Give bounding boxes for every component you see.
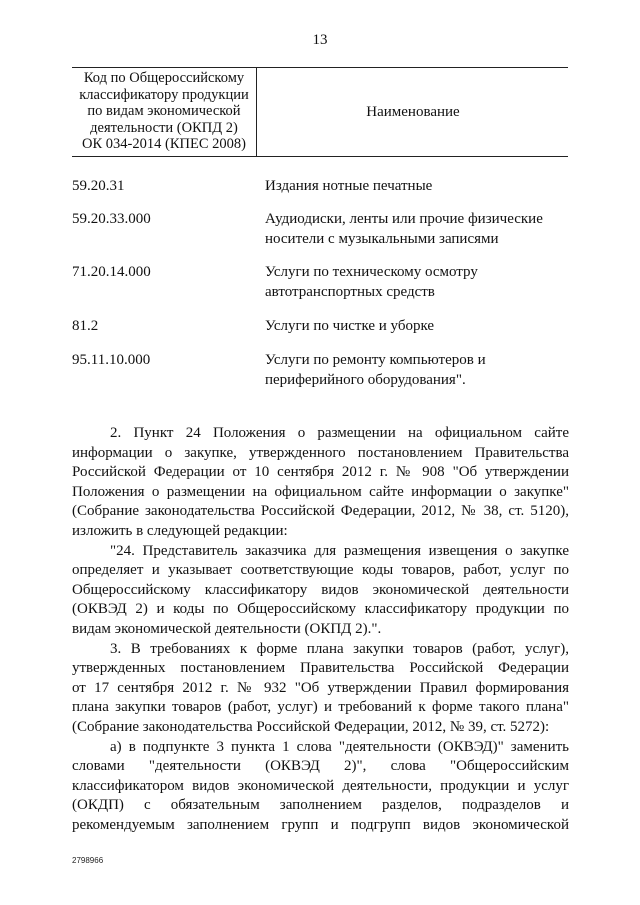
- paragraph-line: утвержденных постановлением Правительства Российской Федерации: [72, 660, 569, 677]
- paragraph-line: видам экономической деятельности (ОКПД 2).".: [72, 620, 382, 637]
- row-name-line: носители с музыкальными записями: [265, 231, 499, 247]
- row-name-line: автотранспортных средств: [265, 284, 435, 300]
- row-name-line: Услуги по техническому осмотру: [265, 264, 478, 280]
- paragraph-line: Российской Федерации от 10 сентября 2012 г. № 908 "Об утверждении: [72, 464, 569, 481]
- row-name-line: Издания нотные печатные: [265, 178, 433, 194]
- paragraph-line: классификатором видов экономической деятельности, продукции и услуг: [72, 777, 569, 794]
- paragraph-line: от 17 сентября 2012 г. № 932 "Об утверждении Правил формирования: [72, 679, 569, 696]
- row-name-line: Услуги по ремонту компьютеров и: [265, 352, 486, 368]
- header-code-line: ОК 034-2014 (КПЕС 2008): [82, 136, 246, 152]
- paragraph-line: 2. Пункт 24 Положения о размещении на официальном сайте: [110, 425, 569, 441]
- page-number: 13: [312, 32, 328, 48]
- paragraph-line: Общероссийскому классификатору видов экономической деятельности: [72, 581, 569, 598]
- table-row: [72, 350, 572, 390]
- row-name-line: Аудиодиски, ленты или прочие физические: [265, 211, 543, 227]
- table-row: [72, 209, 572, 249]
- table-header: [72, 67, 568, 157]
- row-name: [265, 350, 565, 390]
- paragraph-line: изложить в следующей редакции:: [72, 522, 288, 539]
- paragraph-subitem-a: [72, 738, 569, 836]
- paragraph-line: определяет и указывает соответствующие коды товаров, работ, услуг по: [72, 562, 569, 579]
- paragraph-line: а) в подпункте 3 пункта 1 слова "деятельности (ОКВЭД)" заменить: [110, 738, 569, 755]
- table-row: [72, 262, 572, 302]
- header-code-line: по видам экономической: [87, 103, 241, 119]
- document-body: [72, 424, 569, 835]
- row-code: 59.20.33.000: [72, 211, 151, 227]
- table-body: [72, 176, 572, 390]
- paragraph-line: Положения о размещении на официальном сайте информации о закупке": [72, 483, 569, 500]
- row-code: 59.20.31: [72, 178, 125, 194]
- row-name: [265, 262, 565, 302]
- paragraph-line: словами "деятельности (ОКВЭД 2)", слова "Общероссийским: [72, 758, 569, 775]
- row-name-line: периферийного оборудования".: [265, 372, 466, 388]
- paragraph-line: (ОКВЭД 2) и коды по Общероссийскому классификатору продукции по: [72, 601, 569, 618]
- header-code-line: Код по Общероссийскому: [83, 70, 245, 86]
- row-name: [265, 316, 565, 336]
- row-code: 95.11.10.000: [72, 352, 151, 368]
- paragraph-line: 3. В требованиях к форме плана закупки товаров (работ, услуг),: [110, 640, 569, 657]
- paragraph-line: (ОКДП) с обязательным заполнением разделов, подразделов и: [72, 797, 569, 814]
- row-code: 71.20.14.000: [72, 264, 151, 280]
- header-code-column: [72, 68, 257, 156]
- paragraph-line: (Собрание законодательства Российской Федерации, 2012, № 39, ст. 5272):: [72, 718, 550, 735]
- document-code: 2798966: [72, 856, 104, 865]
- row-name: [265, 176, 565, 196]
- paragraph-line: плана закупки товаров (работ, услуг) и требований к форме такого плана": [72, 699, 569, 716]
- header-code-line: классификатору продукции: [79, 86, 249, 103]
- row-code: 81.2: [72, 318, 99, 334]
- row-name-line: Услуги по чистке и уборке: [265, 318, 435, 334]
- paragraph-line: (Собрание законодательства Российской Федерации, 2012, № 38, ст. 5120),: [72, 503, 569, 520]
- header-code-line: деятельности (ОКПД 2): [90, 119, 238, 136]
- paragraph-item-3: [72, 640, 569, 738]
- table-row: [72, 316, 572, 336]
- row-name: [265, 209, 565, 249]
- table-row: [72, 176, 572, 196]
- paragraph-quote-24: [72, 542, 569, 640]
- header-name-column: Наименование: [366, 104, 460, 120]
- paragraph-line: рекомендуемым заполнением групп и подгрупп видов экономической: [72, 816, 569, 833]
- paragraph-line: "24. Представитель заказчика для размещения извещения о закупке: [110, 542, 569, 559]
- paragraph-line: информации о закупке, утвержденного постановлением Правительства: [72, 444, 569, 461]
- paragraph-item-2: [72, 424, 569, 542]
